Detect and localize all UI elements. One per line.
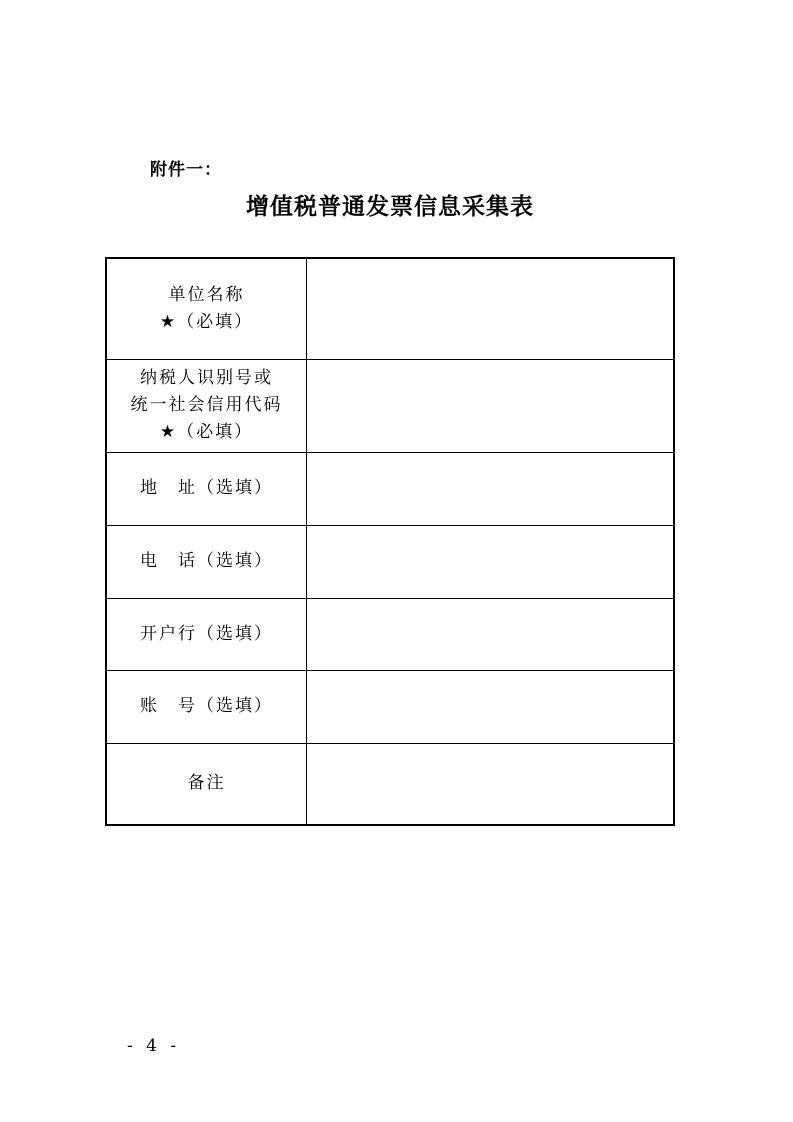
remarks-field[interactable] (307, 743, 675, 825)
bank-field[interactable] (307, 598, 675, 670)
row-label-account (106, 670, 307, 743)
label-line: 备注 (187, 773, 226, 794)
row-label-company-name (106, 258, 307, 359)
table-row (106, 525, 674, 598)
account-field[interactable] (307, 670, 675, 743)
table-row (106, 598, 674, 670)
label-line: 统一社会信用代码 (130, 395, 283, 415)
row-label-remarks (106, 743, 307, 825)
company-name-field[interactable] (307, 258, 675, 359)
table-row (106, 452, 674, 525)
label-line: 纳税人识别号或 (140, 368, 273, 388)
address-field[interactable] (307, 452, 675, 525)
phone-field[interactable] (307, 525, 675, 598)
label-line: 开户行（选填） (140, 623, 273, 644)
table-row (106, 258, 674, 359)
required-mark: ★（必填） (159, 422, 254, 442)
table-row (106, 359, 674, 452)
row-label-bank (106, 598, 307, 670)
attachment-label: 附件一： (150, 160, 222, 180)
taxpayer-id-field[interactable] (307, 359, 675, 452)
table-row (106, 670, 674, 743)
label-line: 电 话（选填） (140, 551, 273, 571)
label-line: 账 号（选填） (140, 696, 273, 716)
label-line: 单位名称 (168, 284, 245, 305)
row-label-phone (106, 525, 307, 598)
info-collection-table (105, 257, 675, 826)
table-row (106, 743, 674, 825)
row-label-taxpayer-id (106, 359, 307, 452)
required-mark: ★（必填） (159, 311, 254, 332)
page-title: 增值税普通发票信息采集表 (246, 193, 534, 220)
page-number: - 4 - (127, 1036, 181, 1056)
label-line: 地 址（选填） (140, 478, 273, 498)
row-label-address (106, 452, 307, 525)
